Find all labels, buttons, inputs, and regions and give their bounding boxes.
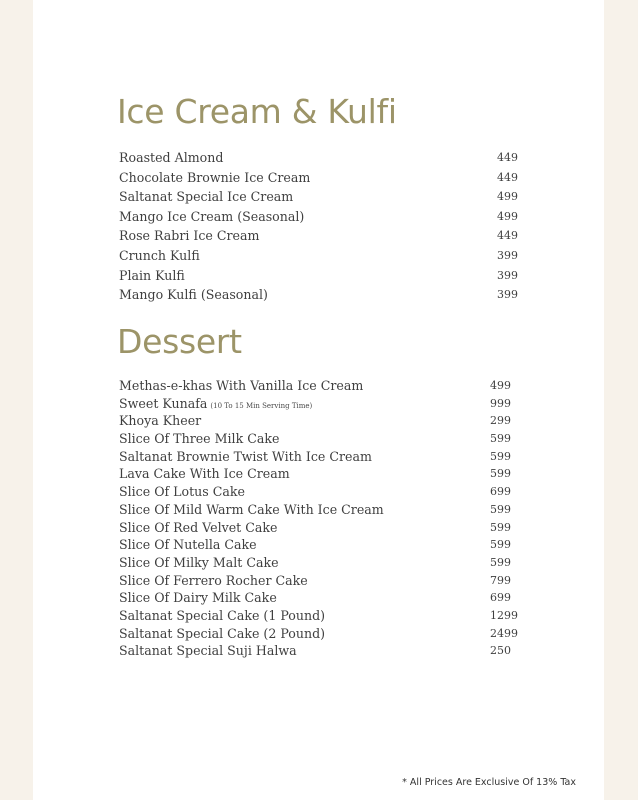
menu-item <box>119 642 519 660</box>
item-name-text: Slice Of Red Velvet Cake <box>119 519 278 535</box>
item-price: 499 <box>497 190 518 204</box>
menu-page <box>33 0 604 800</box>
item-price: 250 <box>490 644 511 658</box>
item-name <box>119 285 268 305</box>
item-name <box>119 266 185 286</box>
item-name <box>119 465 290 483</box>
item-price: 399 <box>497 288 518 302</box>
item-price: 499 <box>497 209 518 223</box>
item-name-text: Mango Ice Cream (Seasonal) <box>119 208 305 224</box>
item-name <box>119 572 308 590</box>
item-price: 599 <box>490 538 511 552</box>
item-price: 499 <box>490 379 511 392</box>
item-name-text: Slice Of Dairy Milk Cake <box>119 590 277 606</box>
item-name-text: Khoya Kheer <box>119 413 202 429</box>
menu-item <box>119 266 519 286</box>
item-name <box>119 226 259 246</box>
menu-item <box>119 519 519 537</box>
menu-item <box>119 207 519 227</box>
item-name-text: Roasted Almond <box>119 150 224 165</box>
item-name-text: Rose Rabri Ice Cream <box>119 228 260 244</box>
item-name <box>119 207 304 227</box>
item-price: 449 <box>497 151 518 164</box>
menu-item <box>119 536 519 554</box>
item-name <box>119 168 310 188</box>
item-price: 699 <box>490 591 511 605</box>
menu-item <box>119 412 519 430</box>
menu-item <box>119 430 519 448</box>
menu-item <box>119 246 519 266</box>
item-name <box>119 625 325 643</box>
item-price: 599 <box>490 502 511 516</box>
item-name-text: Saltanat Brownie Twist With Ice Cream <box>119 448 372 464</box>
item-price: 2499 <box>490 626 518 640</box>
item-name-text: Slice Of Three Milk Cake <box>119 431 280 447</box>
item-name-text: Saltanat Special Suji Halwa <box>119 643 297 659</box>
item-name-text: Slice Of Ferrero Rocher Cake <box>119 572 308 588</box>
item-name <box>119 536 257 554</box>
item-name-text: Slice Of Nutella Cake <box>119 537 257 553</box>
menu-item <box>119 226 519 246</box>
menu-item <box>119 483 519 501</box>
item-name-text: Crunch Kulfi <box>119 247 200 263</box>
menu-item <box>119 554 519 572</box>
item-price: 599 <box>490 467 511 481</box>
item-price: 799 <box>490 573 511 587</box>
section-title-dessert: Dessert <box>117 322 242 361</box>
item-price: 399 <box>497 248 518 262</box>
ice-cream-kulfi-list <box>119 148 519 305</box>
menu-item <box>119 168 519 188</box>
item-name-text: Lava Cake With Ice Cream <box>119 466 290 482</box>
item-name <box>119 187 293 207</box>
item-name-text: Mango Kulfi (Seasonal) <box>119 287 268 303</box>
item-name-text: Slice Of Mild Warm Cake With Ice Cream <box>119 501 384 517</box>
menu-item <box>119 187 519 207</box>
item-name <box>119 148 223 168</box>
item-price: 299 <box>490 414 511 428</box>
item-price: 1299 <box>490 608 518 622</box>
menu-item <box>119 395 519 413</box>
item-name-text: Chocolate Brownie Ice Cream <box>119 169 311 185</box>
menu-item <box>119 148 519 168</box>
menu-item <box>119 377 519 395</box>
menu-item <box>119 607 519 625</box>
item-name <box>119 412 201 430</box>
menu-item <box>119 285 519 305</box>
item-name-text: Saltanat Special Ice Cream <box>119 189 294 205</box>
item-price: 599 <box>490 520 511 534</box>
tax-footnote: * All Prices Are Exclusive Of 13% Tax <box>402 777 576 788</box>
item-name <box>119 519 277 537</box>
item-price: 599 <box>490 449 511 463</box>
menu-item <box>119 589 519 607</box>
item-name <box>119 246 200 266</box>
item-name-text: Saltanat Special Cake (2 Pound) <box>119 625 326 641</box>
menu-item <box>119 501 519 519</box>
item-name <box>119 554 279 572</box>
item-name <box>119 448 372 466</box>
item-note: (10 To 15 Min Serving Time) <box>210 401 313 410</box>
item-price: 449 <box>497 170 518 184</box>
menu-item <box>119 465 519 483</box>
item-name <box>119 483 245 501</box>
item-name <box>119 430 279 448</box>
menu-item <box>119 572 519 590</box>
item-name <box>119 607 325 625</box>
item-name <box>119 642 297 660</box>
dessert-list <box>119 377 519 660</box>
item-price: 599 <box>490 432 511 446</box>
item-name-text: Slice Of Lotus Cake <box>119 484 245 500</box>
menu-item <box>119 448 519 466</box>
section-title-ice-cream-kulfi: Ice Cream & Kulfi <box>117 92 397 131</box>
item-name-text: Methas-e-khas With Vanilla Ice Cream <box>119 378 364 393</box>
item-price: 399 <box>497 268 518 282</box>
item-name-text: Slice Of Milky Malt Cake <box>119 554 279 570</box>
menu-item <box>119 625 519 643</box>
item-name <box>119 377 363 395</box>
item-name-text: Sweet Kunafa <box>119 395 208 411</box>
item-price: 999 <box>490 396 511 410</box>
item-price: 449 <box>497 229 518 243</box>
item-price: 699 <box>490 485 511 499</box>
item-name-text: Saltanat Special Cake (1 Pound) <box>119 607 326 623</box>
item-name <box>119 501 384 519</box>
item-price: 599 <box>490 555 511 569</box>
item-name <box>119 589 277 607</box>
item-name-text: Plain Kulfi <box>119 267 185 283</box>
